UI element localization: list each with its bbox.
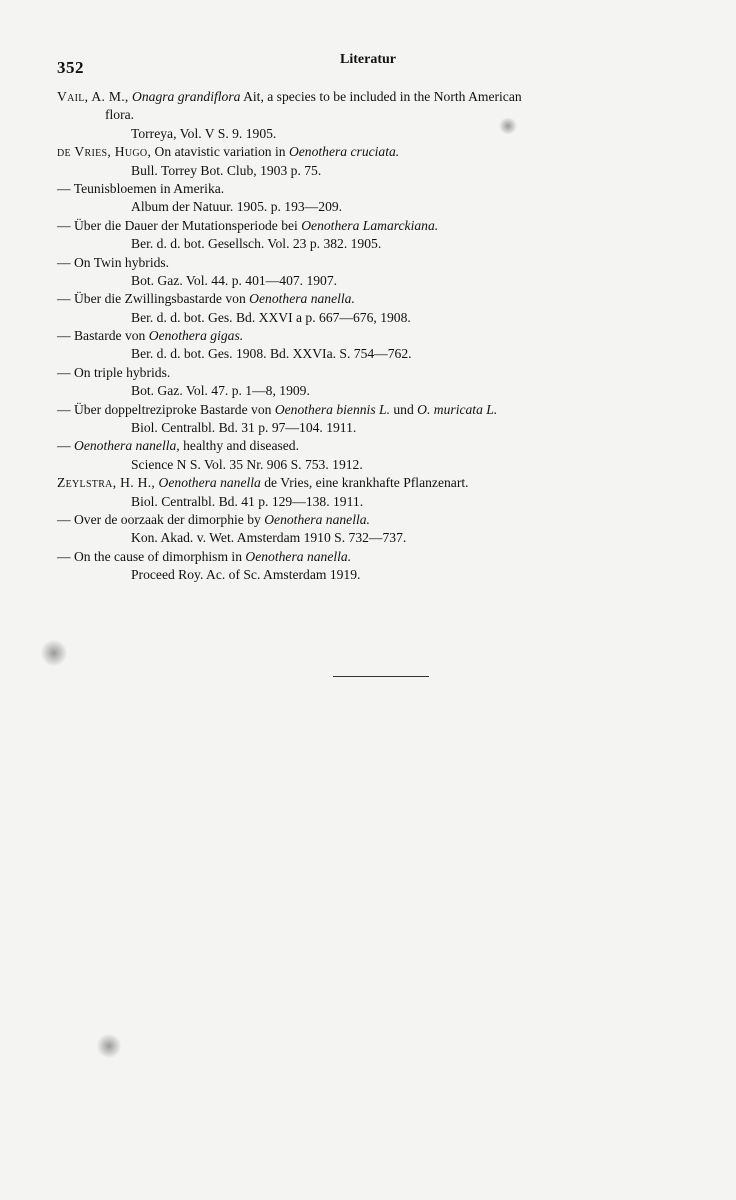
entry-source: Proceed Roy. Ac. of Sc. Amsterdam 1919. bbox=[131, 567, 361, 583]
entry-source: Biol. Centralbl. Bd. 41 p. 129—138. 1911. bbox=[131, 493, 364, 509]
entry-title-text: On the cause of dimorphism in bbox=[70, 548, 246, 564]
ditto-dash: — bbox=[57, 511, 71, 527]
species-name: Oenothera nanella. bbox=[264, 511, 370, 527]
entry-title-line bbox=[57, 364, 697, 382]
entry-source: Ber. d. d. bot. Ges. 1908. Bd. XXVIa. S. 754—762. bbox=[131, 346, 412, 362]
entry-title-text: Over de oorzaak der dimorphie by bbox=[70, 511, 265, 527]
bibliography-entry bbox=[57, 401, 697, 438]
entry-title-text: Ait, a species to be included in the North American bbox=[240, 89, 522, 104]
entry-source: Science N S. Vol. 35 Nr. 906 S. 753. 1912. bbox=[131, 456, 363, 472]
entry-title-text: On atavistic variation in bbox=[151, 144, 289, 160]
entry-title-line bbox=[57, 217, 697, 235]
ditto-dash: — bbox=[57, 254, 71, 270]
entry-title-line bbox=[57, 401, 697, 419]
entry-title-text: Über die Dauer der Mutationsperiode bei bbox=[70, 217, 302, 233]
entry-title-line bbox=[57, 327, 697, 345]
entry-title-line bbox=[57, 437, 697, 455]
entry-source: Bull. Torrey Bot. Club, 1903 p. 75. bbox=[131, 162, 322, 178]
species-name: Oenothera gigas. bbox=[148, 328, 244, 344]
bibliography-entry bbox=[57, 548, 697, 585]
bibliography-entry bbox=[57, 474, 697, 511]
running-head: Literatur bbox=[340, 52, 396, 67]
entry-source: Biol. Centralbl. Bd. 31 p. 97—104. 1911. bbox=[131, 420, 357, 436]
species-name: Onagra grandiflora bbox=[132, 89, 241, 104]
species-name: Oenothera nanella bbox=[158, 475, 261, 491]
entry-source: Ber. d. d. bot. Ges. Bd. XXVI a p. 667—676, 1908. bbox=[131, 309, 411, 325]
ditto-dash: — bbox=[57, 217, 71, 233]
entry-title-line bbox=[57, 254, 697, 272]
bibliography-entry bbox=[57, 217, 697, 254]
ditto-dash: — bbox=[57, 364, 71, 380]
entry-title-text: und bbox=[389, 401, 418, 417]
end-rule bbox=[333, 676, 429, 677]
bibliography-entry bbox=[57, 180, 697, 217]
bibliography-entry bbox=[57, 364, 697, 401]
species-name: Oenothera Lamarckiana. bbox=[301, 217, 439, 233]
entry-title-line bbox=[57, 474, 697, 492]
ditto-dash: — bbox=[57, 180, 71, 196]
entry-title-continuation: flora. bbox=[105, 107, 135, 123]
scan-smudge bbox=[498, 118, 518, 134]
entry-source: Kon. Akad. v. Wet. Amsterdam 1910 S. 732—737. bbox=[131, 530, 407, 546]
entry-title-line bbox=[57, 511, 697, 529]
entry-title-text: On triple hybrids. bbox=[70, 364, 171, 380]
entry-source: Torreya, Vol. V S. 9. 1905. bbox=[131, 125, 277, 141]
species-name: Oenothera nanella, bbox=[74, 438, 180, 454]
entry-author: Zeylstra, H. H., bbox=[57, 475, 156, 491]
species-name: Oenothera biennis L. bbox=[274, 401, 390, 417]
entry-title-text: Über die Zwillingsbastarde von bbox=[70, 291, 250, 307]
ditto-dash: — bbox=[57, 328, 71, 344]
entry-source: Album der Natuur. 1905. p. 193—209. bbox=[131, 199, 343, 215]
entry-title-text: healthy and diseased. bbox=[179, 438, 300, 454]
entry-source: Ber. d. d. bot. Gesellsch. Vol. 23 p. 382. 1905. bbox=[131, 236, 382, 252]
bibliography-entry bbox=[57, 143, 697, 180]
species-name: Oenothera nanella. bbox=[245, 548, 352, 564]
entry-title-line bbox=[57, 180, 697, 198]
entry-title-text: Über doppeltreziproke Bastarde von bbox=[70, 401, 275, 417]
entry-title-line bbox=[57, 290, 697, 308]
entry-title-text: Bastarde von bbox=[70, 328, 149, 344]
bibliography-entry bbox=[57, 327, 697, 364]
scan-smudge bbox=[40, 640, 68, 666]
species-name: Oenothera cruciata. bbox=[288, 144, 400, 160]
bibliography-entry bbox=[57, 437, 697, 474]
entry-title-line bbox=[57, 548, 697, 566]
entry-source: Bot. Gaz. Vol. 44. p. 401—407. 1907. bbox=[131, 272, 338, 288]
entry-author: Vail, A. M., bbox=[57, 89, 129, 104]
ditto-dash: — bbox=[57, 548, 71, 564]
bibliography-entry bbox=[57, 290, 697, 327]
entry-title-text: de Vries, eine krankhafte Pflanzenart. bbox=[260, 475, 469, 491]
bibliography-entry bbox=[57, 254, 697, 291]
ditto-dash: — bbox=[57, 401, 71, 417]
entry-title-line bbox=[57, 143, 697, 161]
species-name: O. muricata L. bbox=[417, 401, 498, 417]
entry-title-text: Teunisbloemen in Amerika. bbox=[70, 180, 225, 196]
ditto-dash: — bbox=[57, 291, 71, 307]
entry-title-line bbox=[57, 88, 697, 106]
scan-smudge bbox=[96, 1034, 122, 1058]
bibliography-entry bbox=[57, 88, 697, 143]
species-name: Oenothera nanella. bbox=[249, 291, 355, 307]
entry-title-text: On Twin hybrids. bbox=[70, 254, 170, 270]
bibliography-list bbox=[57, 88, 697, 585]
page-number: 352 bbox=[57, 58, 84, 77]
bibliography-entry bbox=[57, 511, 697, 548]
entry-author: de Vries, Hugo, bbox=[57, 144, 152, 160]
entry-source: Bot. Gaz. Vol. 47. p. 1—8, 1909. bbox=[131, 383, 310, 399]
ditto-dash: — bbox=[57, 438, 71, 454]
